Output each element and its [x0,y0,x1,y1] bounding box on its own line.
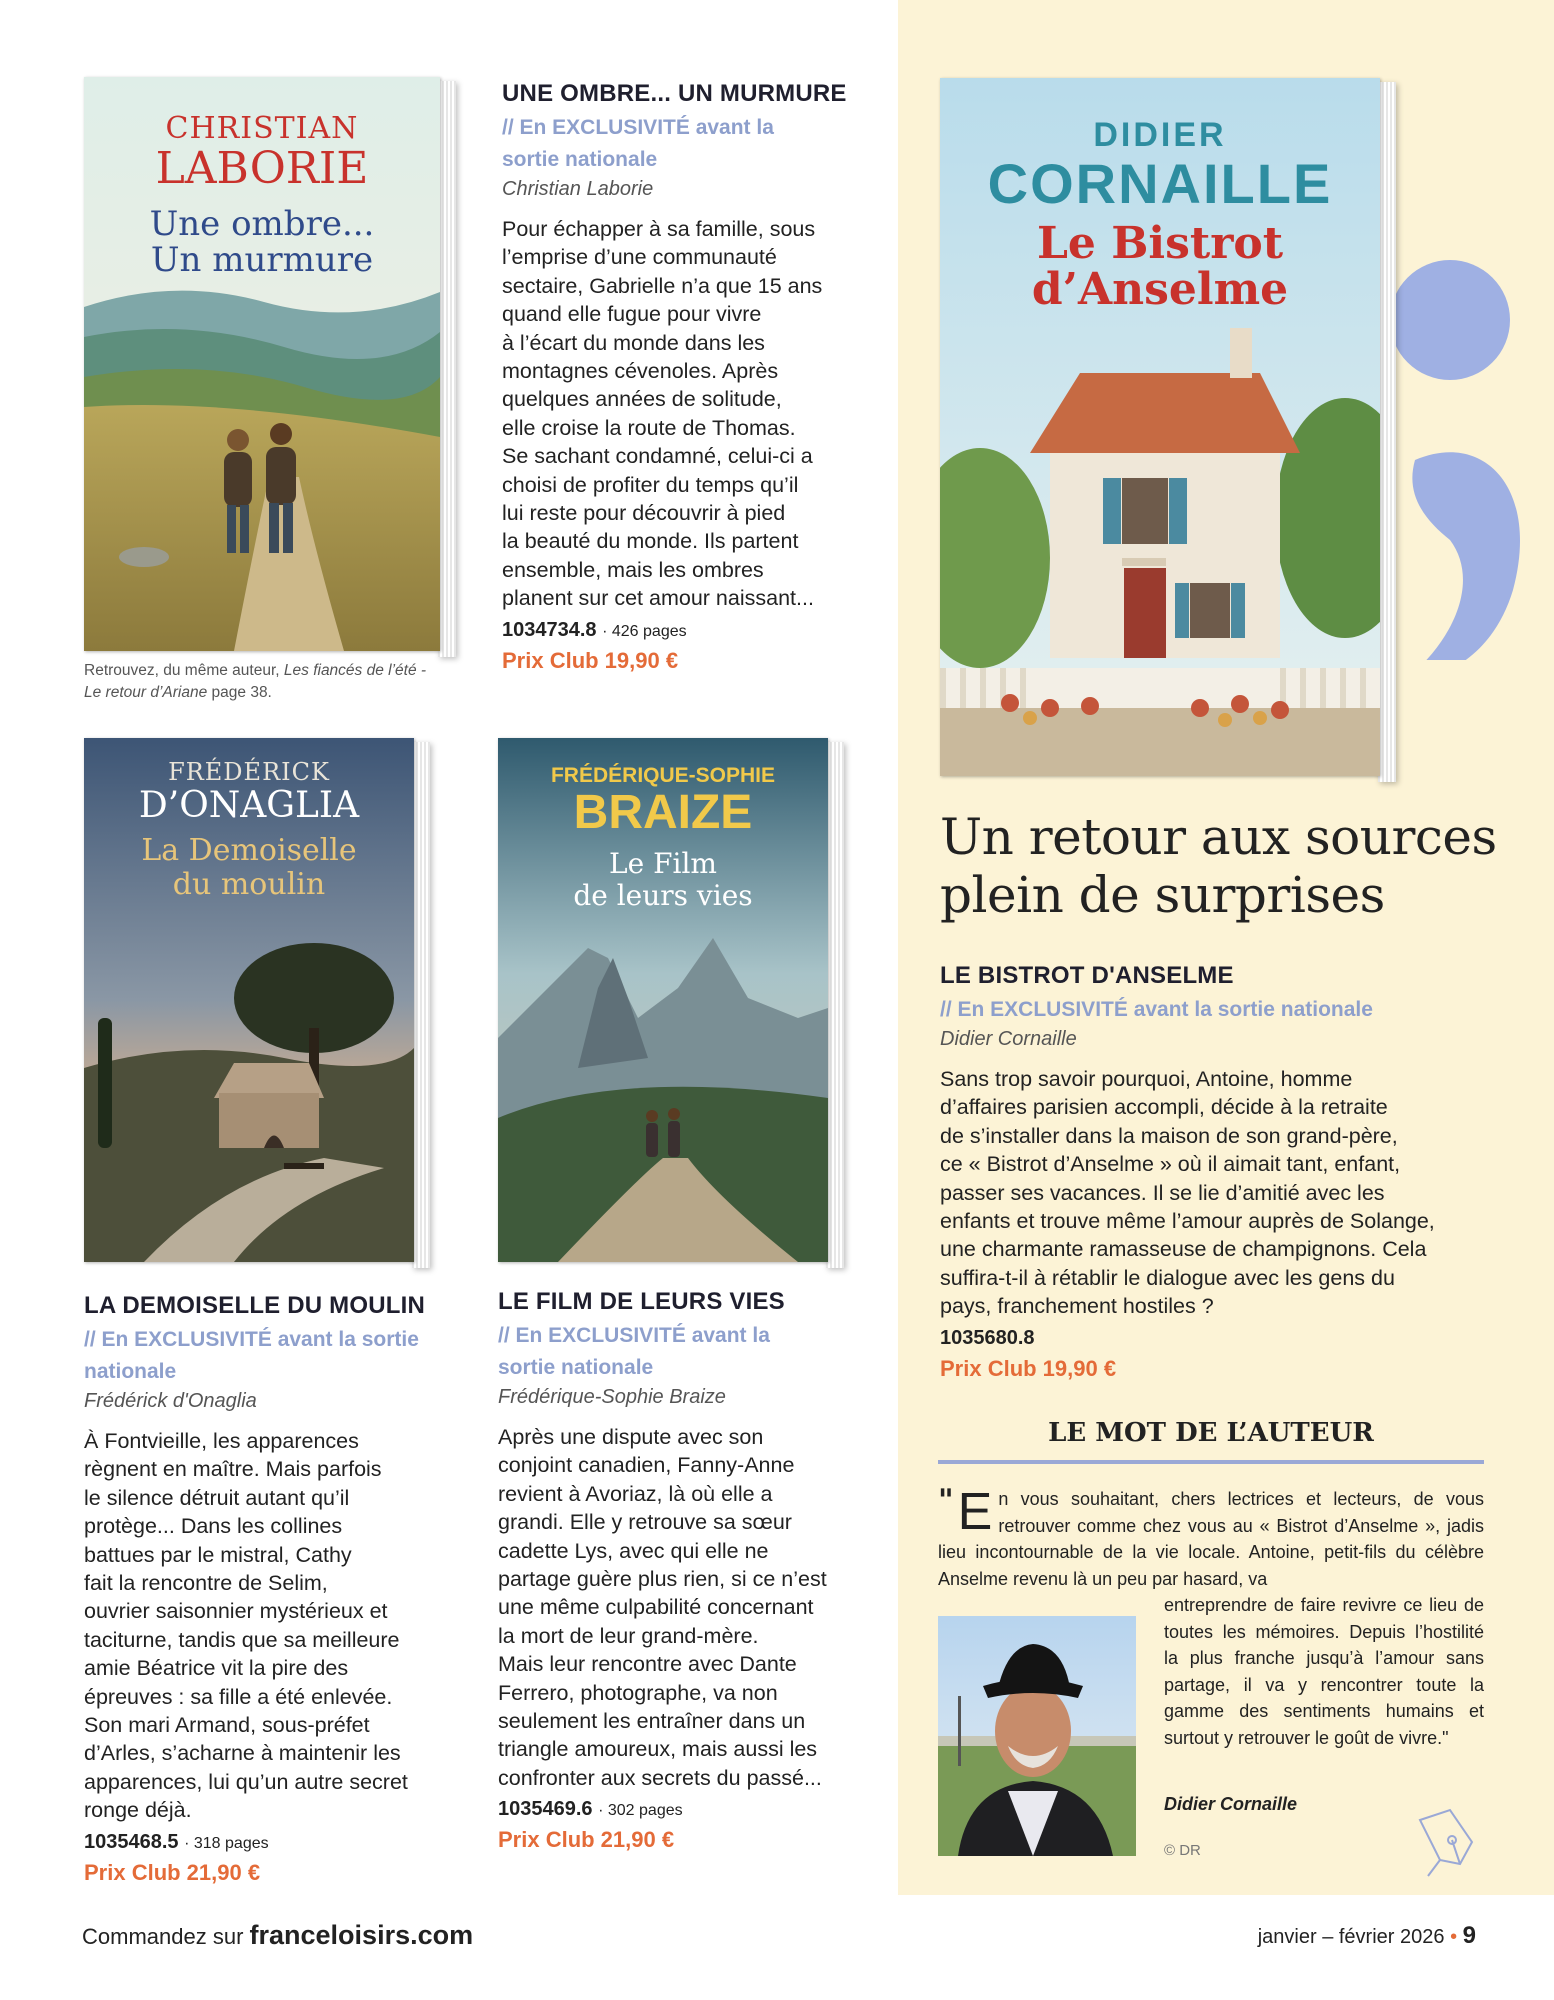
desc-line: d’Arles, s’acharne à maintenir les [84,1741,401,1766]
desc-line: pays, franchement hostiles ? [940,1294,1214,1319]
author-photo [938,1616,1136,1856]
caption-book-title-2: Le retour d’Ariane [84,684,208,701]
desc-line: d’affaires parisien accompli, décide à la retraite [940,1095,1388,1120]
desc-line: triangle amoureux, mais aussi les [498,1737,818,1762]
book-reference [940,1327,1540,1350]
exclusive-line-1: // En EXCLUSIVITÉ avant la [498,1324,770,1347]
desc-line: seulement les entraîner dans un [498,1709,806,1734]
desc-line: l’emprise d’une communauté [502,245,777,270]
cover-title-line2: Un murmure [150,240,374,280]
cover-author-lastname: BRAIZE [573,786,753,839]
drop-cap: E [957,1483,993,1541]
page-count: · 318 pages [184,1834,269,1852]
desc-line: quand elle fugue pour vivre [502,302,762,327]
desc-line: cadette Lys, avec qui elle ne [498,1538,769,1563]
book-reference [84,1831,484,1854]
exclusive-line-2: nationale [84,1360,177,1383]
desc-line: enfants et trouve même l’amour auprès de Solange, [940,1209,1435,1234]
page-count: · 302 pages [598,1802,683,1820]
book-title: LE FILM DE LEURS VIES [498,1288,785,1315]
desc-line: quelques années de solitude, [502,387,782,412]
footer-order-prefix: Commandez sur [82,1924,244,1949]
book-description [940,1065,1540,1321]
club-price: Prix Club 19,90 € [940,1355,1117,1381]
desc-line: Ferrero, photographe, va non [498,1680,778,1705]
desc-line: grandi. Elle y retrouve sa sœur [498,1510,792,1535]
desc-line: Pour échapper à sa famille, sous [502,217,816,241]
cover-author-lastname: CORNAILLE [987,152,1333,215]
club-price: Prix Club 21,90 € [498,1827,675,1853]
book-info-la-demoiselle [84,1292,484,1886]
book-author: Christian Laborie [502,178,654,200]
footer-site-link[interactable]: franceloisirs.com [249,1920,474,1950]
book-cover-une-ombre[interactable] [84,77,440,651]
cover-author-firstname: CHRISTIAN [165,111,359,146]
cover-title-line2: d’Anselme [1031,264,1289,315]
cover-author-lastname: D’ONAGLIA [138,785,360,826]
desc-line: confronter aux secrets du passé... [498,1765,822,1790]
desc-line: taciturne, tandis que sa meilleure [84,1627,400,1652]
desc-line: partage guère plus rien, si ce n’est [498,1567,827,1592]
desc-line: lui reste pour découvrir à pied [502,501,786,526]
desc-line: épreuves : sa fille a été enlevée. [84,1684,393,1709]
desc-line: amie Béatrice vit la pire des [84,1656,349,1681]
desc-line: passer ses vacances. Il se lie d’amitié avec les [940,1180,1385,1205]
reference-number: 1035469.6 [498,1798,593,1821]
exclusive-line-1: // En EXCLUSIVITÉ avant la [502,116,774,139]
book-description [502,215,882,613]
reference-number: 1034734.8 [502,618,597,641]
cover-title-line1: Une ombre... [149,204,375,244]
page-number: 9 [1462,1922,1476,1949]
book-cover-le-bistrot[interactable] [940,78,1380,776]
author-quote-top [938,1483,1484,1592]
exclusive-line-1: // En EXCLUSIVITÉ avant la sortie [84,1328,419,1351]
club-price: Prix Club 21,90 € [84,1859,261,1885]
desc-line: apparences, lui qu’un autre secret [84,1769,408,1794]
caption-prefix: Retrouvez, du même auteur, [84,662,280,679]
desc-line: Après une dispute avec son [498,1425,764,1449]
desc-line: ce « Bistrot d’Anselme » où il aimait tant, enfant, [940,1152,1401,1177]
book-info-le-film [498,1288,888,1853]
book-author: Didier Cornaille [940,1028,1077,1050]
desc-line: de s’installer dans la maison de son grand-père, [940,1123,1398,1148]
heading-divider [938,1460,1484,1464]
book-description [84,1427,484,1825]
desc-line: la mort de leur grand-mère. [498,1623,759,1648]
quote-text-start: n vous souhaitant, chers lectrices et lecteurs, de vous retrouver comme chez vous au « Bistrot d’Anselme », jadis lieu incontournable de la vie locale. Antoine, petit-fils du célèbre Anselme revenu là un peu par hasard, va [938,1489,1484,1589]
desc-line: fait la rencontre de Selim, [84,1571,328,1596]
exclusive-line-1: // En EXCLUSIVITÉ avant la sortie nationale [940,998,1373,1021]
author-word-heading: LE MOT DE L’AUTEUR [1048,1418,1374,1448]
desc-line: à l’écart du monde dans les [502,330,765,355]
caption-suffix: page 38. [211,684,272,701]
cover-author-firstname: FRÉDÉRIQUE-SOPHIE [550,764,776,787]
desc-line: ronge déjà. [84,1798,192,1823]
cover-title-line2: de leurs vies [573,879,753,912]
photo-credit: © DR [1164,1842,1201,1859]
cover-author-firstname: FRÉDÉRICK [168,758,330,786]
author-quote-bottom: entreprendre de faire revivre ce lieu de toutes les mémoires. Depuis l’hostilité la plus franche jusqu’à l’amour sans partage, il va y rencontrer toute la gamme des sentiments humains et surtout y retrouver le goût de vivre." [1164,1595,1484,1748]
desc-line: conjoint canadien, Fanny-Anne [498,1453,795,1478]
desc-line: ouvrier saisonnier mystérieux et [84,1599,388,1624]
desc-line: règnent en maître. Mais parfois [84,1457,382,1482]
desc-line: À Fontvieille, les apparences [84,1429,359,1453]
desc-line: battues par le mistral, Cathy [84,1542,352,1567]
footer-issue [1258,1922,1476,1950]
book-info-une-ombre [502,80,882,674]
desc-line: Son mari Armand, sous-préfet [84,1713,370,1738]
desc-line: planent sur cet amour naissant... [502,586,814,611]
book-reference [498,1798,888,1821]
book-title: LE BISTROT D'ANSELME [940,962,1234,989]
desc-line: une même culpabilité concernant [498,1595,814,1620]
footer-separator: • [1450,1926,1458,1948]
cover-author-firstname: DIDIER [1093,116,1227,154]
book-info-le-bistrot [940,962,1540,1382]
headline-line-1: Un retour aux sources [940,808,1497,866]
author-signature: Didier Cornaille [1164,1794,1298,1814]
desc-line: protège... Dans les collines [84,1514,343,1539]
semicolon-decoration [1395,260,1545,660]
desc-line: Se sachant condamné, celui-ci a [502,444,813,469]
page-count: · 426 pages [602,622,687,640]
desc-line: montagnes cévenoles. Après [502,359,779,384]
book-caption [84,660,464,704]
footer-order [82,1920,473,1951]
book-cover-le-film[interactable] [498,738,828,1262]
exclusive-line-2: sortie nationale [498,1356,654,1379]
book-cover-la-demoiselle[interactable] [84,738,414,1262]
cover-title-line1: La Demoiselle [141,833,357,868]
exclusive-line-2: sortie nationale [502,148,658,171]
reference-number: 1035680.8 [940,1326,1035,1349]
book-author: Frédérick d'Onaglia [84,1390,257,1412]
desc-line: le silence détruit autant qu’il [84,1485,350,1510]
cover-title-line1: Le Bistrot [1036,218,1284,269]
desc-line: une charmante ramasseuse de champignons. Cela [940,1237,1427,1262]
desc-line: la beauté du monde. Ils partent [502,529,799,554]
pen-nib-icon [1410,1802,1480,1882]
caption-book-title-1: Les fiancés de l’été - [283,662,427,679]
book-title: UNE OMBRE... UN MURMURE [502,80,847,107]
club-price: Prix Club 19,90 € [502,647,679,673]
desc-line: choisi de profiter du temps qu’il [502,472,799,497]
feature-headline [940,808,1540,924]
book-description [498,1423,888,1792]
desc-line: elle croise la route de Thomas. [502,415,796,440]
cover-title-line1: Le Film [609,847,717,880]
desc-line: ensemble, mais les ombres [502,557,764,582]
desc-line: suffira-t-il à rétablir le dialogue avec les gens du [940,1265,1395,1290]
cover-author-lastname: LABORIE [155,143,369,194]
desc-line: revient à Avoriaz, là où elle a [498,1481,773,1506]
desc-line: sectaire, Gabrielle n’a que 15 ans [502,273,823,298]
desc-line: Mais leur rencontre avec Dante [498,1652,797,1677]
book-title: LA DEMOISELLE DU MOULIN [84,1292,426,1319]
desc-line: Sans trop savoir pourquoi, Antoine, homme [940,1067,1353,1091]
cover-title-line2: du moulin [172,867,326,902]
issue-date: janvier – février 2026 [1257,1926,1445,1948]
headline-line-2: plein de surprises [940,866,1385,924]
book-reference [502,619,882,642]
open-quote-mark: " [938,1483,954,1518]
book-author: Frédérique-Sophie Braize [498,1386,726,1408]
reference-number: 1035468.5 [84,1830,179,1853]
